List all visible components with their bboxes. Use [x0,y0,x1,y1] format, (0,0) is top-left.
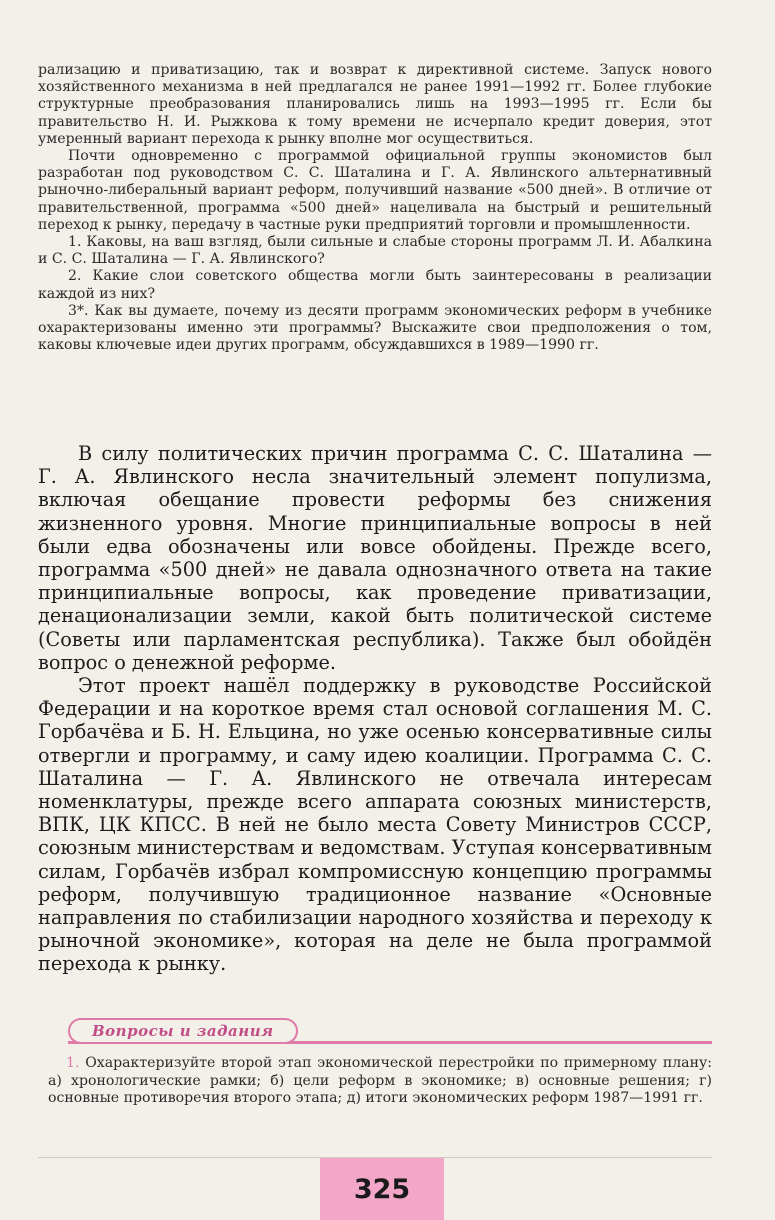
questions-list [48,1055,712,1108]
question-item [48,1055,712,1108]
paragraph-continuation: рализацию и приватизацию, так и возврат к директивной системе. Запуск нового хозяйственного механизма в ней предлагался не ранее 1991—1992 гг. Более глубокие структурные преобразования планировались лишь на 1993—1995 гг. Если бы правительство Н. И. Рыжкова к тому времени не исчерпало кредит доверия, этот умеренный вариант перехода к рынку вполне мог осуществиться. [38,62,712,147]
paragraph-500-days-intro: Почти одновременно с программой официальной группы экономистов был разработан под руководством С. С. Шаталина и Г. А. Явлинского альтернативный рыночно-либеральный вариант реформ, получивший название «500 дней». В отличие от правительственной, программа «500 дней» нацеливала на быстрый и решительный переход к рынку, передачу в частные руки предприятий торговли и промышленности. [38,148,712,233]
paragraph-support: Этот проект нашёл поддержку в руководстве Российской Федерации и на короткое время стал основой соглашения М. С. Горбачёва и Б. Н. Ельцина, но уже осенью консервативные силы отвергли и программу, и саму идею коалиции. Программа С. С. Шаталина — Г. А. Явлинского не отвечала интересам номенклатуры, прежде всего аппарата союзных министерств, ВПК, ЦК КПСС. В ней не было места Совету Министров СССР, союзным министерствам и ведомствам. Уступая консервативным силам, Горбачёв избрал компромиссную концепцию программы реформ, получившую традиционное название «Основные направления по стабилизации народного хозяйства и переходу к рыночной экономике», которая на деле не была программой перехода к рынку. [38,674,712,976]
top-small-text [38,62,712,354]
inline-question-1: 1. Каковы, на ваш взгляд, были сильные и слабые стороны программ Л. И. Абалкина и С. С. Шаталина — Г. А. Явлинского? [38,234,712,268]
questions-title: Вопросы и задания [68,1018,298,1044]
inline-question-3: 3*. Как вы думаете, почему из десяти программ экономических реформ в учебнике охарактеризованы именно эти программы? Выскажите свои предположения о том, каковы ключевые идеи других программ, обсуждавшихся в 1989—1990 гг. [38,302,712,354]
question-number: 1. [66,1055,80,1071]
inline-question-2: 2. Какие слои советского общества могли быть заинтересованы в реализации каждой из них? [38,268,712,302]
page-number: 325 [320,1158,444,1220]
main-text [38,442,712,976]
question-text: Охарактеризуйте второй этап экономической перестройки по примерному плану: а) хронологические рамки; б) цели реформ в экономике; в) основные решения; г) основные противоречия второго этапа; д) итоги экономических реформ 1987—1991 гг. [48,1055,712,1107]
paragraph-populism: В силу политических причин программа С. С. Шаталина — Г. А. Явлинского несла значительный элемент популизма, включая обещание провести реформы без снижения жизненного уровня. Многие принципиальные вопросы в ней были едва обозначены или вовсе обойдены. Прежде всего, программа «500 дней» не давала однозначного ответа на такие принципиальные вопросы, как проведение приватизации, денационализации земли, какой быть политической системе (Советы или парламентская республика). Также был обойдён вопрос о денежной реформе. [38,442,712,674]
questions-header [38,1016,712,1046]
